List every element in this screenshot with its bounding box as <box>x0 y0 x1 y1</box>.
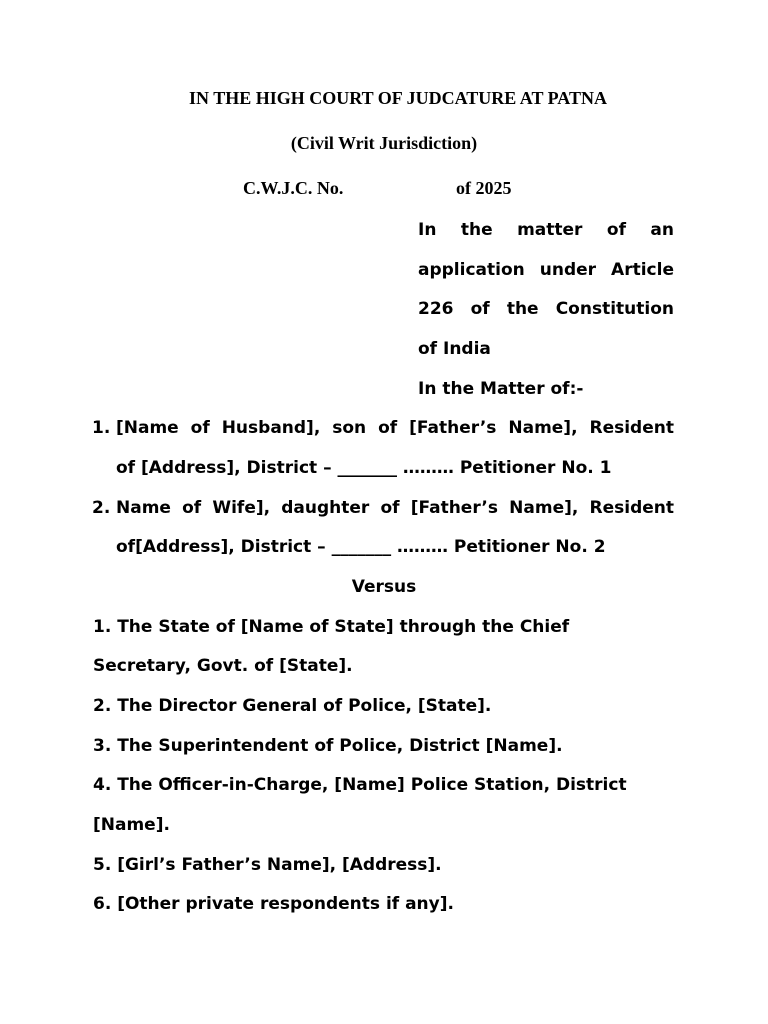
matter-description <box>418 211 674 370</box>
respondent-line: Secretary, Govt. of [State]. <box>93 656 353 676</box>
petitioner-number: 2. <box>92 498 111 518</box>
petitioner-2-line-2: of[Address], District – _______ ……… Petitioner No. 2 <box>116 537 606 557</box>
respondent-line: [Name]. <box>93 815 170 835</box>
respondent-line: 2. The Director General of Police, [State]. <box>93 696 492 716</box>
respondent-line: 6. [Other private respondents if any]. <box>93 894 454 914</box>
respondent-line: 5. [Girl’s Father’s Name], [Address]. <box>93 855 442 875</box>
court-title: IN THE HIGH COURT OF JUDCATURE AT PATNA <box>189 88 607 108</box>
case-number-label: C.W.J.C. No. <box>243 178 344 198</box>
matter-line: 226 of the Constitution <box>418 299 674 320</box>
respondent-line: 1. The State of [Name of State] through the Chief <box>93 617 570 637</box>
versus-heading: Versus <box>351 577 417 597</box>
matter-line: In the matter of an <box>418 220 674 240</box>
petitioner-2-line-1: Name of Wife], daughter of [Father’s Name], Resident <box>116 498 674 518</box>
matter-line: application under Article <box>418 259 674 280</box>
respondent-line: 4. The Officer-in-Charge, [Name] Police Station, District <box>93 775 627 795</box>
petitioner-number: 1. <box>92 418 111 438</box>
in-the-matter-of-heading: In the Matter of:- <box>418 379 584 399</box>
respondent-line: 3. The Superintendent of Police, District [Name]. <box>93 736 563 756</box>
petitioner-1-line-2: of [Address], District – _______ ……… Petitioner No. 1 <box>116 458 612 478</box>
case-year: of 2025 <box>456 178 512 198</box>
matter-line: of India <box>418 339 491 360</box>
petitioner-1-line-1: [Name of Husband], son of [Father’s Name], Resident <box>116 418 674 438</box>
jurisdiction-subtitle: (Civil Writ Jurisdiction) <box>290 133 478 153</box>
